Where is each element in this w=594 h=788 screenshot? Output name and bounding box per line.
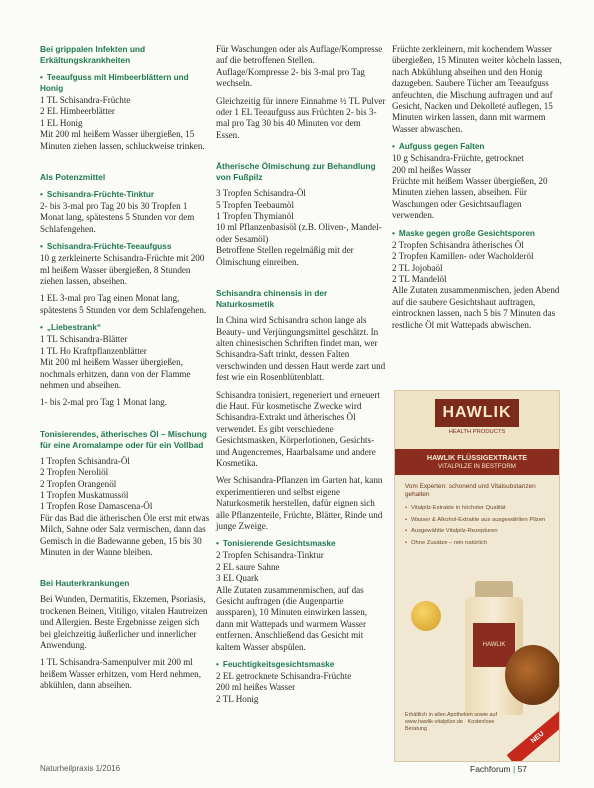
column-middle (216, 44, 386, 705)
paragraph: Wer Schisandra-Pflanzen im Garten hat, kann experimentieren und selbst eigene Naturkosmetik herstellen, dafür eignen sich alle Pflanzenteile, Früchte, Blätter, Rinde und junge Zweige. (216, 475, 383, 531)
column-right (392, 44, 562, 337)
paragraph: Alle Zutaten zusammenmischen, jeden Abend auf die saubere Gesichtshaut auftragen, eintrocknen lassen, nach 5 bis 7 Minuten das restliche Öl mit Wattepads abwischen. (392, 285, 560, 330)
page-number: 57 (517, 764, 528, 774)
recipe-line: 200 ml heißes Wasser (392, 164, 472, 175)
recipe-line: 2 EL getrocknete Schisandra-Früchte (216, 671, 352, 682)
subheading-tee: • Teeaufguss mit Himbeerblättern und Honig (40, 73, 189, 93)
bottle-label: HAWLIK (473, 623, 515, 667)
ad-feature-list (405, 505, 549, 547)
paragraph: Für das Bad die ätherischen Öle erst mit etwas Milch, Sahne oder Salz vermischen, dann das Gemisch in die Badewanne geben, 15 bis 30 Minuten in der Wanne bleiben. (40, 512, 210, 557)
subheading-liebestrank: • „Liebestrank“ (40, 323, 102, 333)
recipe-line: 2 TL Honig (216, 693, 259, 704)
recipe-line: 3 EL Quark (216, 573, 259, 584)
paragraph: Früchte zerkleinern, mit kochendem Wasser übergießen, 15 Minuten weiter köcheln lassen, nach Abkühlung abseihen und den Honig dazugeben. Saubere Tücher am Teeaufguss anfeuchten, die Mischung auftragen und auf Gesicht, Nacken und Dekolleté auflegen, 15 Minuten wirken lassen, dann mit warmem Wasser abwaschen. (392, 44, 562, 134)
heading-potenz: Als Potenzmittel (40, 172, 106, 183)
recipe-line: 2 Tropfen Schisandra-Tinktur (216, 550, 324, 561)
subheading-tonisierend: • Tonisierende Gesichtsmaske (216, 539, 336, 549)
paragraph: Betroffene Stellen regelmäßig mit der Ölmischung einreiben. (216, 245, 354, 267)
heading-naturkosmetik: Schisandra chinensis in der Naturkosmetik (216, 288, 328, 310)
paragraph: In China wird Schisandra schon lange als Beauty- und Verjüngungsmittel geschätzt. In alten chinesischen Schriften findet man, wer Schisandra-Saft trinkt, dessen Falten verschwinden und dessen Haut werde zart und fest wie ein Rosenblütenblatt. (216, 315, 386, 383)
subheading-teeaufguss: • Schisandra-Früchte-Teeaufguss (40, 242, 172, 252)
footer-section: Fachforum | 57 (470, 764, 528, 774)
recipe-line: 10 g Schisandra-Früchte, getrocknet (392, 153, 524, 164)
recipe-line: 3 Tropfen Schisandra-Öl (216, 188, 306, 199)
paragraph: Mit 200 ml heißem Wasser übergießen, nochmals erhitzen, dann von der Flamme nehmen und abseihen. (40, 357, 191, 390)
mushroom-image (505, 645, 560, 705)
heading-haut: Bei Hauterkrankungen (40, 578, 130, 589)
section-label: Fachforum (470, 764, 511, 774)
paragraph: Früchte mit heißem Wasser übergießen, 20 Minuten ziehen lassen, abseihen. Für Waschungen oder Gesichtsauflagen verwenden. (392, 176, 548, 221)
recipe-line: 1 TL Schisandra-Blätter (40, 334, 128, 345)
subheading-tinktur: • Schisandra-Früchte-Tinktur (40, 190, 155, 200)
paragraph: 10 g zerkleinerte Schisandra-Früchte mit 200 ml heißem Wasser übergießen, 8 Stunden ziehen lassen, abseihen. (40, 253, 205, 287)
advertisement (394, 390, 560, 762)
heading-aromalampe: Tonisierendes, ätherisches Öl – Mischung für eine Aromalampe oder für ein Vollbad (40, 428, 207, 450)
recipe-line: 5 Tropfen Teebaumöl (216, 199, 295, 210)
paragraph: Schisandra tonisiert, regeneriert und erneuert die Haut. Für kosmetische Zwecke wird Schisandra-Extrakt und ätherisches Öl verwendet. Es gibt verschiedene Gesichtsmasken, Körperlotionen, Gesichts- und Augencremes, Haarbalsame und andere Kosmetika. (216, 389, 380, 468)
logo-subtitle: HEALTH PRODUCTS (448, 429, 506, 435)
oil-drop-icon (411, 601, 441, 631)
recipe-line: 2 TL Jojobaöl (392, 262, 443, 273)
recipe-line: 1 Tropfen Rose Damascena-Öl (40, 501, 153, 512)
recipe-line: 1 EL Honig (40, 117, 83, 128)
paragraph: 1- bis 2-mal pro Tag 1 Monat lang. (40, 397, 167, 408)
paragraph: Mit 200 ml heißem Wasser übergießen, 15 Minuten ziehen lassen, schluckweise trinken. (40, 129, 205, 151)
recipe-line: 2 Tropfen Schisandra ätherisches Öl (392, 239, 524, 250)
subheading-poren: • Maske gegen große Gesichtsporen (392, 228, 535, 238)
hawlik-logo: HAWLIK (435, 399, 519, 427)
recipe-line: 1 TL Ho Kraftpflanzenblätter (40, 345, 147, 356)
recipe-line: 2 Tropfen Neroliöl (40, 467, 109, 478)
recipe-line: 2 TL Mandelöl (392, 273, 447, 284)
heading-fusspilz: Ätherische Ölmischung zur Behandlung von Fußpilz (216, 161, 376, 183)
ad-footnote: Erhältlich in allen Apotheken sowie auf www.hawlik-vitalpilze.de · Kostenlose Beratung (405, 712, 497, 732)
recipe-line: 200 ml heißes Wasser (216, 682, 296, 693)
ad-feature: • Wasser & Alkohol-Extrakte aus ausgewählten Pilzen (405, 517, 549, 525)
footer-issue: Naturheilpraxis 1/2016 (40, 764, 121, 773)
paragraph: 1 EL 3-mal pro Tag einen Monat lang, spätestens 5 Stunden vor dem Schlafengehen. (40, 293, 207, 315)
recipe-line: 2 Tropfen Orangenöl (40, 478, 117, 489)
paragraph: Bei Wunden, Dermatitis, Ekzemen, Psoriasis, trockenen Beinen, Vitiligo, vitalen Hautreizen und Allergien. Beste Ergebnisse zeigen sich bei gleichzeitig äußerlicher und innerlicher Anwendung. (40, 594, 208, 650)
ad-feature: • Ausgewählte Vitalpilz-Rezepturen (405, 528, 549, 536)
recipe-line: 1 Tropfen Muskatnussöl (40, 489, 129, 500)
column-left (40, 44, 210, 698)
ad-header (395, 391, 559, 449)
heading-grippal: Bei grippalen Infekten und Erkältungskrankheiten (40, 44, 146, 65)
subheading-feuchtigkeit: • Feuchtigkeitsgesichtsmaske (216, 660, 335, 670)
recipe-line: 2 Tropfen Kamillen- oder Wacholderöl (392, 251, 534, 262)
recipe-line: 2 EL Himbeerblätter (40, 106, 115, 117)
recipe-line: 2 EL saure Sahne (216, 561, 280, 572)
ad-tagline: Vom Experten: schonend und Vitalsubstanzen gehalten (405, 483, 536, 498)
paragraph: Für Waschungen oder als Auflage/Kompresse auf die betroffenen Stellen. Auflage/Kompresse 2- bis 3-mal pro Tag wechseln. (216, 44, 383, 89)
ad-feature: • Vitalpilz-Extrakte in höchster Qualität (405, 505, 549, 513)
paragraph: 2- bis 3-mal pro Tag 20 bis 30 Tropfen 1 Monat lang, spätestens 5 Stunden vor dem Schlafengehen. (40, 201, 195, 234)
ad-banner (395, 449, 559, 475)
recipe-line: 10 ml Pflanzenbasisöl (z.B. Oliven-, Mandel- oder Sesamöl) (216, 222, 382, 244)
new-ribbon: NEU (507, 710, 560, 762)
subheading-falten: • Aufguss gegen Falten (392, 142, 485, 152)
recipe-line: 1 Tropfen Schisandra-Öl (40, 455, 130, 466)
banner-subtitle: VITALPILZE IN BESTFORM (438, 463, 516, 470)
paragraph: Gleichzeitig für innere Einnahme ½ TL Pulver oder 1 EL Teeaufguss aus Früchten 2- bis 3-mal pro Tag 30 bis 40 Minuten vor dem Essen. (216, 95, 386, 140)
banner-title: HAWLIK FLÜSSIGEXTRAKTE (426, 453, 528, 462)
paragraph: 1 TL Schisandra-Samenpulver mit 200 ml heißem Wasser erhitzen, vom Herd nehmen, abkühlen, dann abseihen. (40, 657, 201, 691)
recipe-line: 1 Tropfen Thymianöl (216, 211, 294, 222)
ad-feature: • Ohne Zusätze – rein natürlich (405, 540, 549, 548)
paragraph: Alle Zutaten zusammenmischen, auf das Gesicht auftragen (die Augenpartie aussparen), 10 Minuten einwirken lassen, dann mit Wattepads und warmem Wasser entfernen. Anschließend das Gesicht mit kaltem Wasser abspülen. (216, 584, 368, 652)
recipe-line: 1 TL Schisandra-Früchte (40, 95, 131, 105)
